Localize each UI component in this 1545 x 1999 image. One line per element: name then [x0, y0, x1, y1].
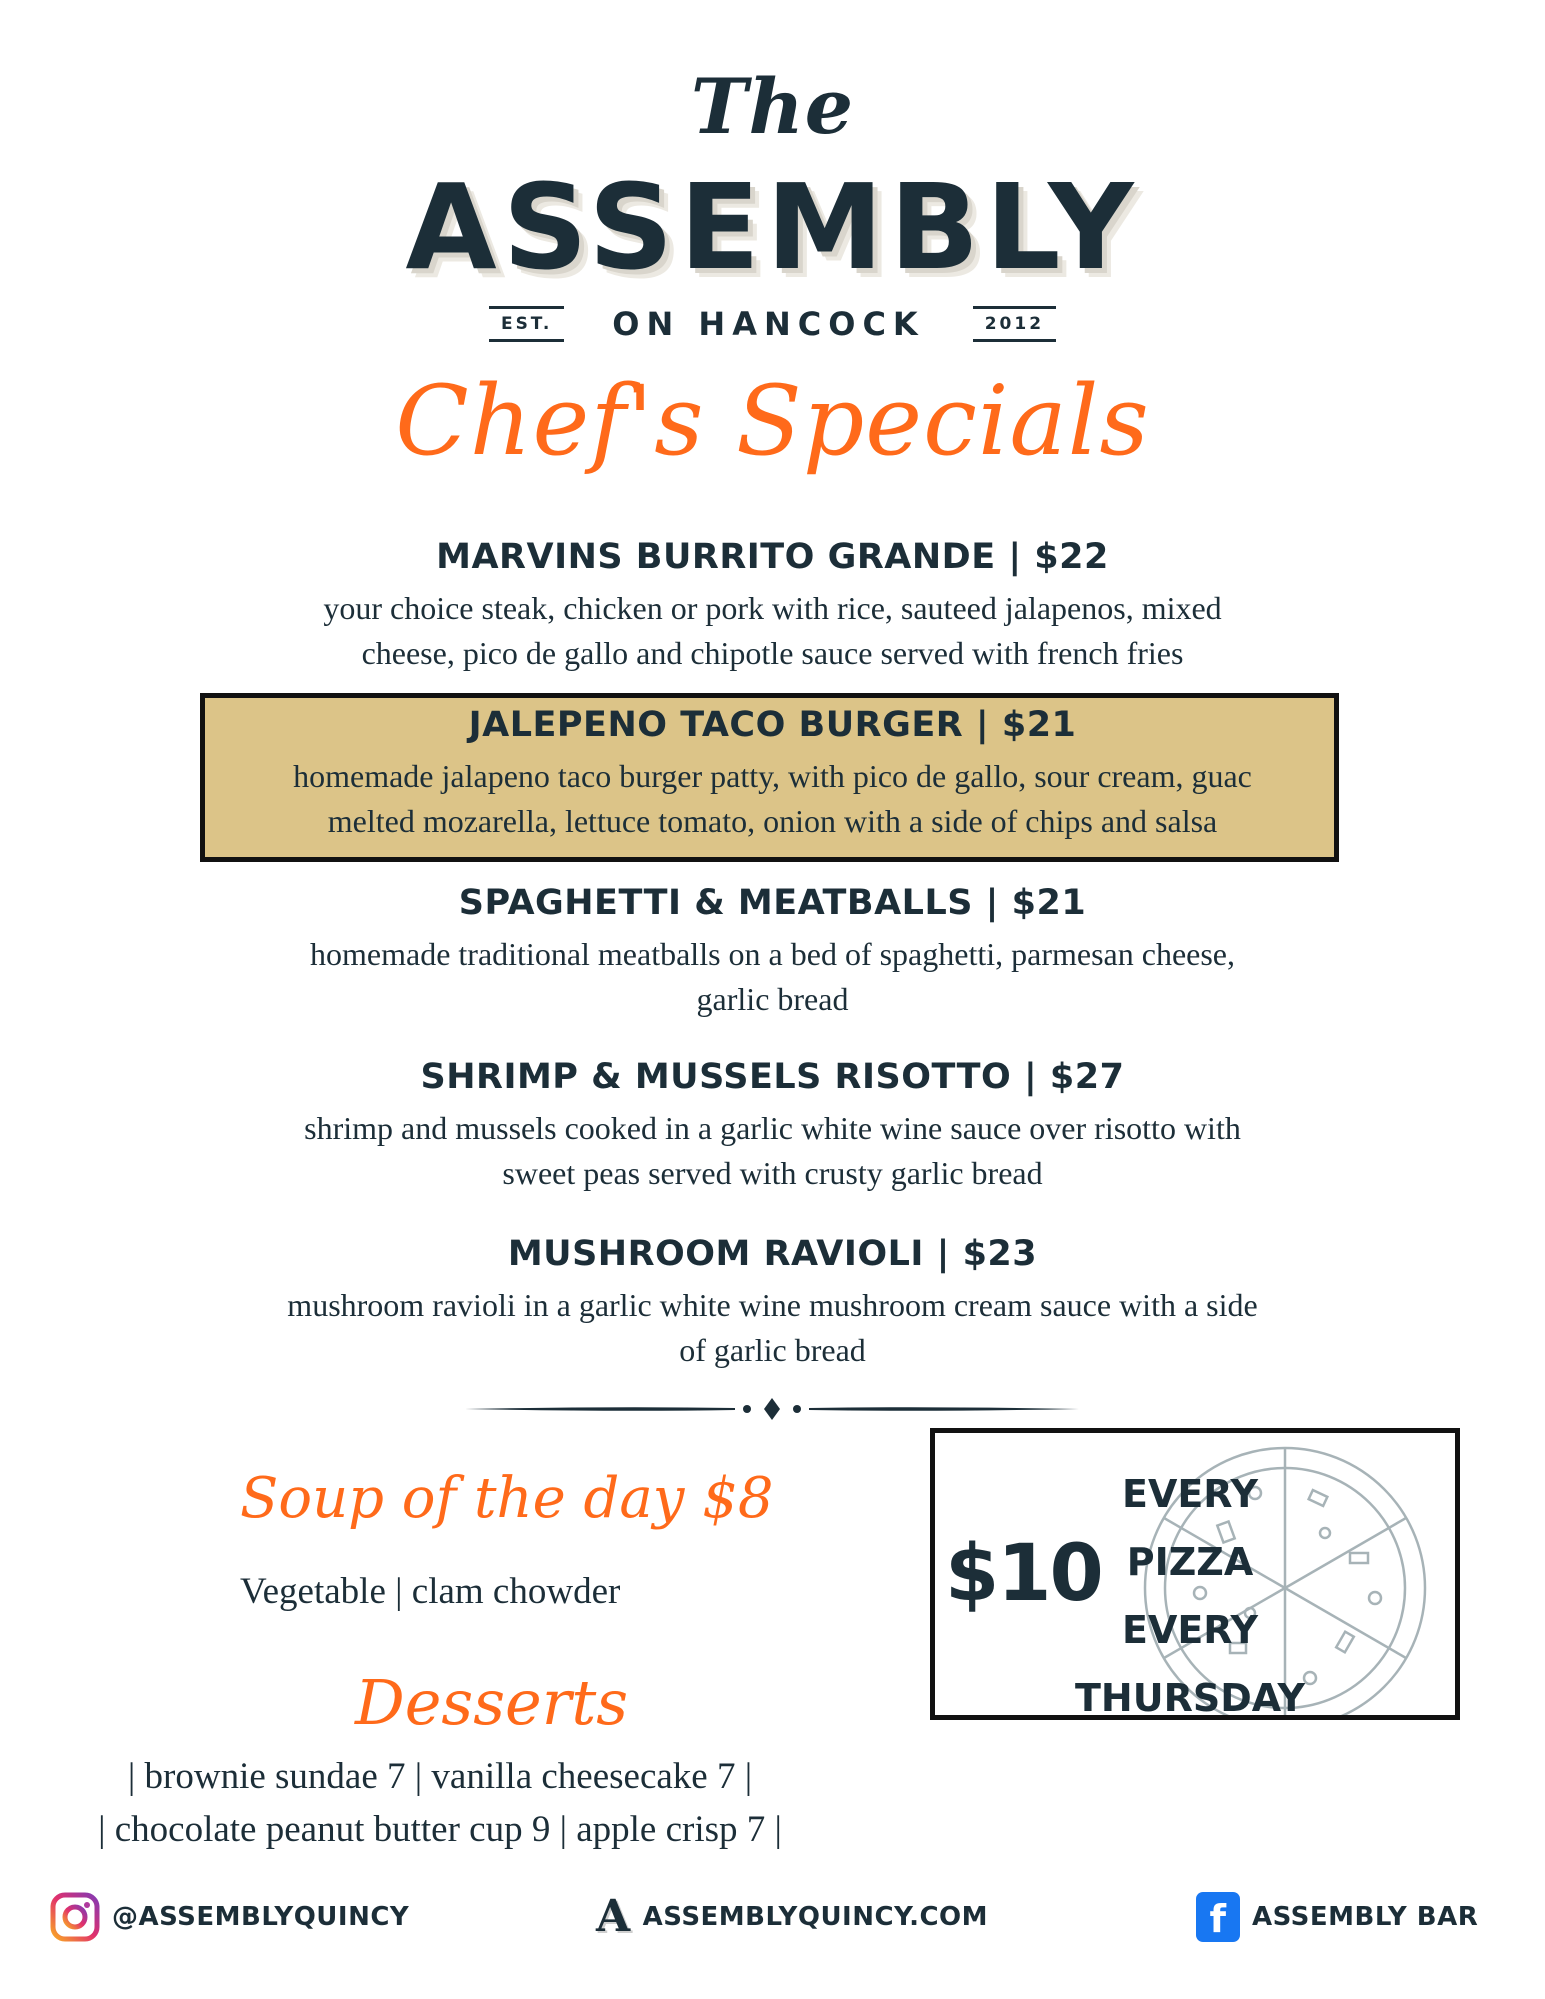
- logo-year-tag: 2012: [973, 306, 1056, 342]
- menu-item-title: SHRIMP & MUSSELS RISOTTO | $27: [420, 1057, 1125, 1097]
- website-url: ASSEMBLYQUINCY.COM: [642, 1902, 989, 1932]
- menu-item-desc-line: sweet peas served with crusty garlic bread: [502, 1155, 1043, 1191]
- menu-item-desc-line: garlic bread: [696, 981, 849, 1017]
- menu-item-risotto: [200, 1055, 1345, 1196]
- instagram-icon: [50, 1892, 100, 1942]
- menu-item-desc-line: homemade jalapeno taco burger patty, with pico de gallo, sour cream, guac: [293, 758, 1252, 794]
- menu-item-desc-line: shrimp and mussels cooked in a garlic white wine sauce over risotto with: [304, 1110, 1241, 1146]
- menu-item-desc-line: mushroom ravioli in a garlic white wine mushroom cream sauce with a side: [287, 1287, 1258, 1323]
- menu-item-spaghetti: [200, 881, 1345, 1022]
- logo-subtitle-row: [0, 302, 1545, 346]
- pizza-promo-line: EVERY: [1121, 1608, 1259, 1652]
- menu-item-title: MARVINS BURRITO GRANDE | $22: [436, 537, 1109, 577]
- menu-item-desc-line: of garlic bread: [679, 1332, 866, 1368]
- facebook-icon: [1196, 1892, 1240, 1942]
- page-title: Chef's Specials: [395, 365, 1150, 477]
- desserts-title: Desserts: [355, 1666, 629, 1739]
- website-link[interactable]: [596, 1892, 988, 1942]
- menu-item-title: MUSHROOM RAVIOLI | $23: [507, 1234, 1038, 1274]
- instagram-link[interactable]: [50, 1892, 409, 1942]
- facebook-letter: f: [1209, 1897, 1227, 1941]
- menu-item-desc-line: cheese, pico de gallo and chipotle sauce served with french fries: [361, 635, 1184, 671]
- soup-options: Vegetable | clam chowder: [240, 1571, 621, 1612]
- menu-item-burrito: [200, 535, 1345, 676]
- menu-item-desc-line: homemade traditional meatballs on a bed of spaghetti, parmesan cheese,: [310, 936, 1235, 972]
- pizza-price: $10: [945, 1529, 1102, 1619]
- menu-item-taco-burger: [200, 703, 1345, 844]
- soup-title: Soup of the day $8: [240, 1466, 774, 1531]
- pizza-promo-line: THURSDAY: [1075, 1676, 1306, 1720]
- logo-the-text: The: [690, 62, 855, 151]
- pizza-promo-line: EVERY: [1121, 1472, 1259, 1516]
- pizza-promo-box: [930, 1428, 1460, 1720]
- logo-assembly-text: ASSEMBLY: [405, 158, 1140, 296]
- desserts-line: | brownie sundae 7 | vanilla cheesecake 7 |: [127, 1756, 753, 1797]
- instagram-handle: @ASSEMBLYQUINCY: [112, 1902, 410, 1932]
- menu-item-title: SPAGHETTI & MEATBALLS | $21: [458, 883, 1087, 923]
- facebook-link[interactable]: [1196, 1892, 1478, 1942]
- desserts-line: | chocolate peanut butter cup 9 | apple crisp 7 |: [98, 1809, 782, 1850]
- menu-item-ravioli: [200, 1232, 1345, 1373]
- assembly-a-logo-icon: [596, 1891, 631, 1942]
- assembly-a-logo-letter: A: [596, 1891, 631, 1942]
- facebook-name: ASSEMBLY BAR: [1252, 1902, 1479, 1932]
- ornament-divider: [465, 1394, 1079, 1424]
- menu-item-desc-line: melted mozarella, lettuce tomato, onion with a side of chips and salsa: [327, 803, 1218, 839]
- logo-location: ON HANCOCK: [612, 305, 925, 343]
- logo-est-tag: EST.: [489, 306, 564, 342]
- menu-item-title: JALEPENO TACO BURGER | $21: [468, 705, 1077, 745]
- pizza-promo-line: PIZZA: [1126, 1540, 1254, 1584]
- menu-item-desc-line: your choice steak, chicken or pork with rice, sauteed jalapenos, mixed: [323, 590, 1222, 626]
